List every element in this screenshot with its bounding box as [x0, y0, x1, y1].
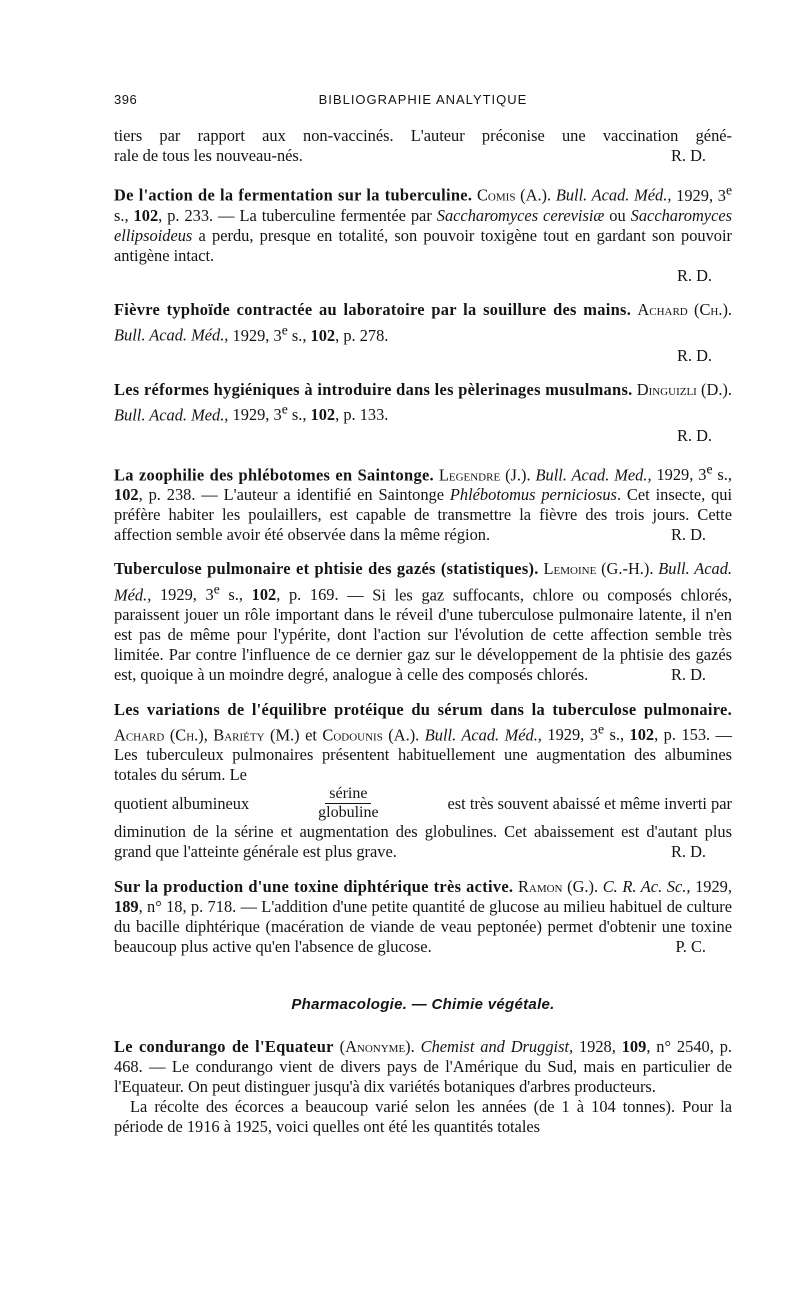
entry-signature: R. D.	[676, 266, 712, 286]
entry-ref: 1929, 189, n° 18, p. 718.	[114, 876, 732, 916]
running-head-title: BIBLIOGRAPHIE ANALYTIQUE	[318, 92, 528, 107]
entry-ref: 1929, 3e s., 102, p. 133.	[232, 401, 389, 425]
entry-tuberculose-gazes	[114, 559, 732, 685]
entry-ref: 1929, 3e s., 102, p. 238.	[114, 461, 732, 505]
entry-text: tiers par rapport aux non-vaccinés. L'auteur préconise une vaccination géné-	[114, 126, 732, 145]
body-text	[114, 126, 732, 1137]
entry-body: — Les tuberculeux pulmonaires présentent habituellement une augmentation des albumines totales du sérum. Le	[114, 725, 732, 785]
entry-journal: C. R. Ac. Sc.,	[602, 876, 691, 896]
entry-author: Bariéty (M.)	[213, 725, 300, 745]
entry-body: diminution de la sérine et augmentation des globulines. Cet abaissement est d'autant plus grand que l'atteinte générale est plus grave.	[114, 822, 732, 862]
entry-body: — L'auteur a identifié en Saintonge Phlébotomus perniciosus. Cet insecte, qui préfère habiter les poulaillers, est capable de transmettre la fièvre des trois jours. Cette affection semble avoir été observée dans la même région.	[114, 485, 733, 545]
entry-author: Codounis (A.).	[322, 725, 420, 745]
fraction-line	[114, 785, 732, 822]
entry-journal: Bull. Acad. Méd.,	[114, 559, 732, 605]
entry-journal: Chemist and Druggist,	[420, 1037, 574, 1056]
fraction-tail-text: est très souvent abaissé et même inverti par	[447, 793, 732, 813]
entry-body: — L'addition d'une petite quantité de glucose au milieu habituel de culture du bacille diphtérique (macération de viande de veau peptonée) permet d'obtenir une toxine beaucoup plus active qu'en l'absence de glucose.	[114, 896, 733, 956]
entry-journal: Bull. Acad. Med.,	[114, 405, 229, 425]
entry-ref: 1929, 3e s., 102, p. 169.	[159, 581, 339, 605]
entry-title: Fièvre typhoïde contractée au laboratoire par la souillure des mains.	[114, 300, 632, 320]
entry-title: Tuberculose pulmonaire et phtisie des gazés (statistiques).	[114, 559, 539, 579]
fraction-numerator: sérine	[325, 785, 371, 804]
entry-condurango	[114, 1037, 732, 1137]
entry-journal: Bull. Acad. Méd.,	[114, 325, 229, 345]
entry-signature: R. D.	[670, 146, 706, 166]
entry-signature: R. D.	[670, 842, 706, 862]
entry-zoophilie	[114, 460, 732, 546]
entry-ref: 1929, 3e s., 102, p. 153.	[547, 721, 711, 745]
entry-signature: R. D.	[670, 525, 706, 545]
entry-continuation	[114, 126, 732, 166]
entry-journal: Bull. Acad. Méd.,	[555, 185, 672, 205]
entry-signature: R. D.	[676, 345, 712, 365]
entry-fermentation-tuberculine	[114, 180, 732, 286]
entry-signature: R. D.	[670, 665, 706, 685]
fraction-denominator: globuline	[318, 804, 379, 822]
entry-author: Comis (A.).	[477, 185, 552, 205]
page-number: 396	[114, 92, 138, 107]
fraction	[314, 785, 382, 822]
entry-title: Le condurango de l'Equateur	[114, 1037, 334, 1056]
entry-author: (Anonyme).	[339, 1037, 415, 1056]
entry-toxine-diphterique	[114, 877, 732, 957]
entry-title: La zoophilie des phlébotomes en Saintonge.	[114, 465, 434, 485]
entry-signature: P. C.	[675, 936, 706, 956]
entry-ref: 1929, 3e s., 102, p. 278.	[232, 322, 389, 345]
running-head	[114, 92, 732, 112]
section-heading: Pharmacologie. — Chimie végétale.	[291, 995, 555, 1013]
entry-body: — Le condurango vient de divers pays de l'Amérique du Sud, mais en particulier de l'Equateur. On peut distinguer jusqu'à dix variétés botaniques d'arbres producteurs.	[114, 1057, 732, 1097]
entry-title: De l'action de la fermentation sur la tuberculine.	[114, 185, 473, 205]
entry-journal: Bull. Acad. Méd.,	[424, 725, 542, 745]
entry-author: Achard (Ch.).	[637, 300, 732, 320]
entry-pelerinages	[114, 380, 732, 446]
entry-body-paragraph: La récolte des écorces a beaucoup varié selon les années (de 1 à 104 tonnes). Pour la période de 1916 à 1925, voici quelles ont été les quantités totales	[114, 1097, 732, 1137]
entry-title: Les réformes hygiéniques à introduire dans les pèlerinages musulmans.	[114, 379, 633, 399]
entry-author: Ramon (G.).	[517, 876, 599, 896]
entry-author: Lemoine (G.-H.).	[543, 559, 654, 579]
entry-ref: 1929, 3e s., 102, p. 233.	[114, 182, 732, 225]
entry-author: Achard (Ch.),	[114, 725, 208, 745]
entry-journal: Bull. Acad. Med.,	[535, 465, 652, 485]
entry-author: Dinguizli (D.).	[636, 379, 732, 399]
entry-signature: R. D.	[676, 425, 712, 445]
entry-text-line: rale de tous les nouveau-nés.	[114, 146, 303, 166]
entry-equilibre-proteique: Les variations de l'équilibre protéique du sérum dans la tuberculose pulmonaire. Achard (Ch.), Bariéty (M.) et Codounis (A.). Bull. Acad. Méd., 1929, 3e s., 102, p. 153. — Les tuberculeux pulmonaires présentent habituellement une augmentation des albumines totales du sérum. Le quotient albumineux $\frac{\text{sérine}}{\text{globuline}}$ est très souvent abaissé et même inverti par diminution de la sérine et augmentation des globulines. Cet abaissement est d'autant plus grand que l'atteinte générale est plus grave. R. D.	[114, 699, 732, 862]
entry-title: Les variations de l'équilibre protéique du sérum dans la tuberculose pulmonaire.	[114, 699, 732, 719]
fraction-lead-text: quotient albumineux	[114, 793, 250, 813]
entry-fievre-typhoide	[114, 300, 732, 366]
entry-ref: 1928, 109, n° 2540, p. 468.	[114, 1037, 732, 1077]
entry-body: — La tuberculine fermentée par Saccharomyces cerevisiæ ou Saccharomyces ellipsoideus a perdu, presque en totalité, son pouvoir toxigène tout en gardant son pouvoir antigène intact.	[114, 205, 732, 265]
entry-title: Sur la production d'une toxine diphtérique très active.	[114, 876, 514, 896]
entry-author: Legendre (J.).	[438, 465, 531, 485]
entry-body: — Si les gaz suffocants, chlore ou composés chlorés, paraissent jouer un rôle important dans le réveil d'une tuberculose pulmonaire latente, il n'en est pas de même pour l'ypérite, dont l'action sur l'évolution de cette affection semble très limitée. Par contre l'influence de ce dernier gaz sur le développement de la phtisie des gazés est, quoique à un moindre degré, analogue à celle des composés chlorés.	[114, 585, 732, 685]
